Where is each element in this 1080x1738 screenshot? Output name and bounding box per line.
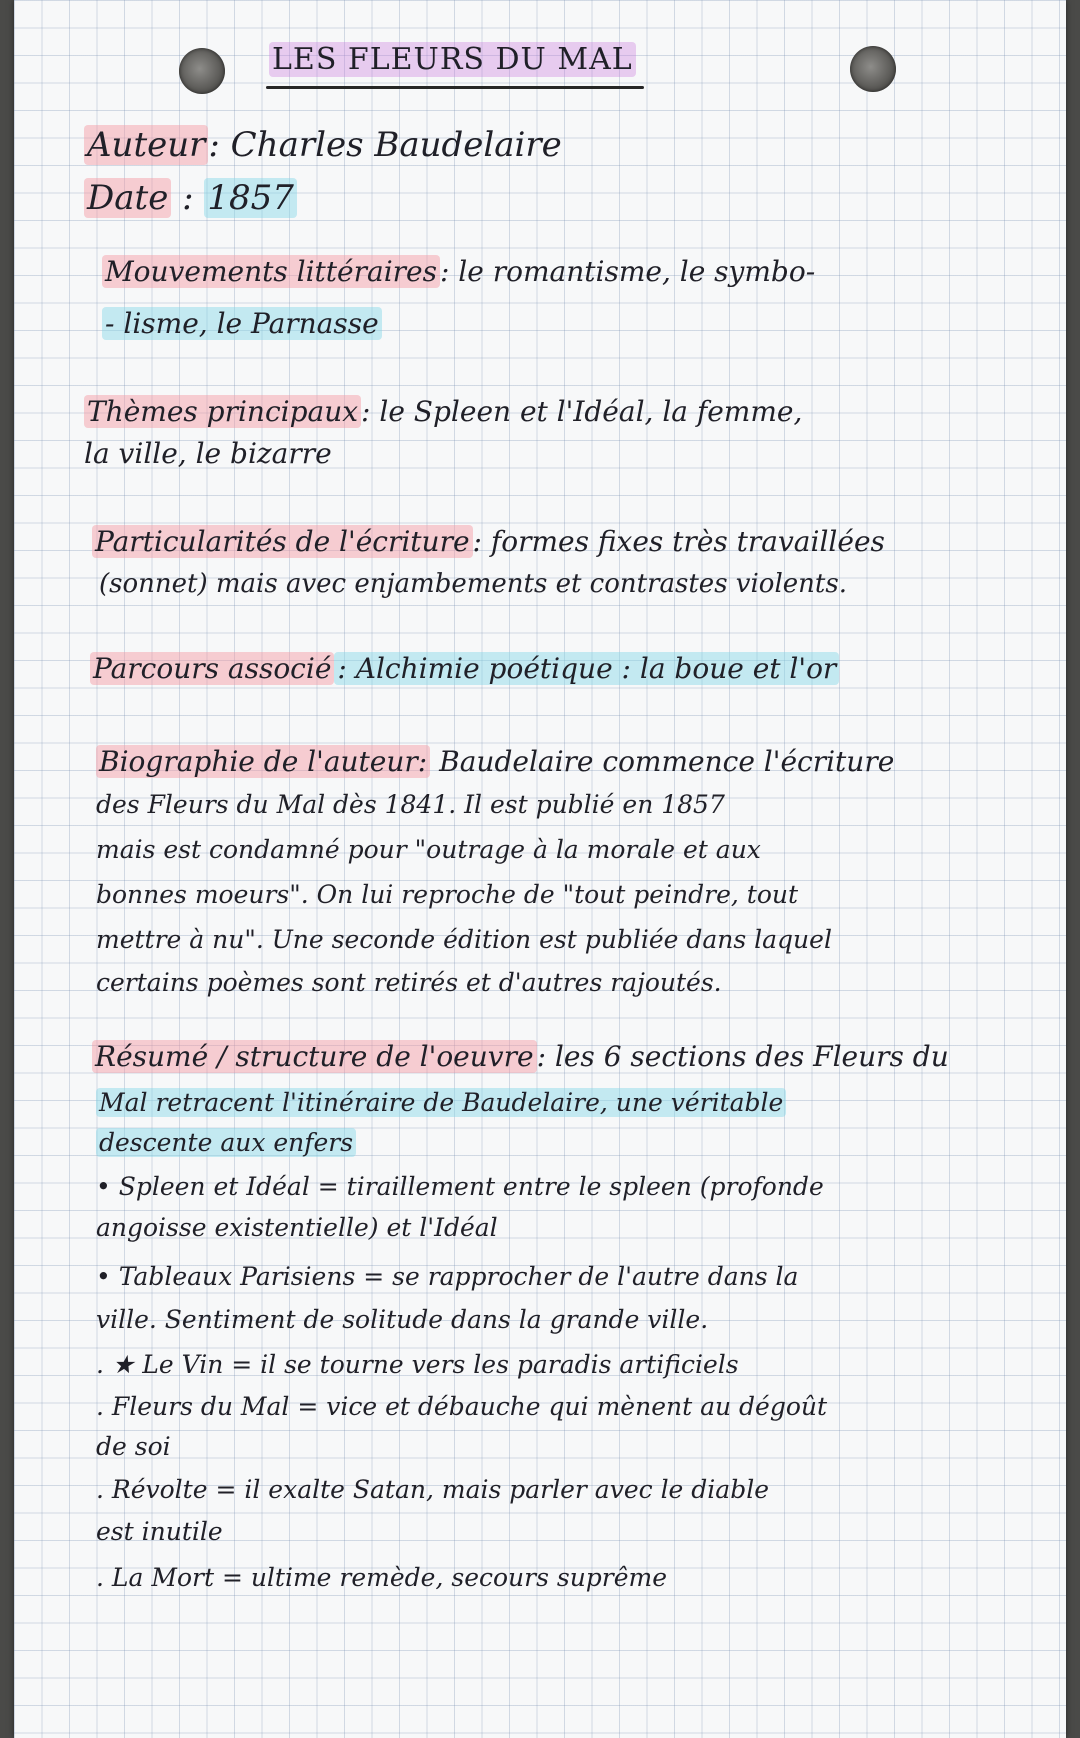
resume-line: ville. Sentiment de solitude dans la grande ville. bbox=[96, 1305, 709, 1334]
resume-line: . ★ Le Vin = il se tourne vers les paradis artificiels bbox=[96, 1350, 739, 1379]
ecriture-label: Particularités de l'écriture bbox=[92, 525, 473, 558]
resume-line: . La Mort = ultime remède, secours suprême bbox=[96, 1563, 668, 1592]
parcours-row bbox=[90, 652, 839, 685]
themes-line2: la ville, le bizarre bbox=[84, 437, 332, 470]
resume-line: . Fleurs du Mal = vice et débauche qui mènent au dégoût bbox=[96, 1392, 828, 1421]
biographie-line: des Fleurs du Mal dès 1841. Il est publié en 1857 bbox=[96, 790, 725, 819]
page-title-text: LES FLEURS DU MAL bbox=[269, 42, 636, 77]
punch-hole-left bbox=[179, 48, 225, 94]
resume-line: est inutile bbox=[96, 1517, 223, 1546]
ecriture-line2: (sonnet) mais avec enjambements et contrastes violents. bbox=[99, 569, 847, 599]
resume-line: de soi bbox=[96, 1432, 171, 1461]
biographie-line: bonnes moeurs". On lui reproche de "tout peindre, tout bbox=[96, 880, 799, 909]
date-label: Date bbox=[84, 178, 171, 218]
ecriture-line1: : formes fixes très travaillées bbox=[472, 525, 885, 558]
author-row: Auteur: Charles Baudelaire bbox=[84, 125, 562, 165]
resume-line-text: descente aux enfers bbox=[96, 1128, 356, 1157]
resume-label: Résumé / structure de l'oeuvre bbox=[92, 1040, 537, 1073]
resume-line bbox=[96, 1088, 786, 1117]
themes-row-1 bbox=[84, 395, 802, 428]
author-label: Auteur bbox=[84, 125, 208, 165]
biographie-line1: Baudelaire commence l'écriture bbox=[439, 745, 895, 778]
parcours-label: Parcours associé bbox=[90, 652, 334, 685]
mouvements-line2: - lisme, le Parnasse bbox=[102, 307, 382, 340]
notebook-page bbox=[14, 0, 1066, 1738]
date-value: 1857 bbox=[204, 178, 297, 218]
resume-line: • Tableaux Parisiens = se rapprocher de l'autre dans la bbox=[96, 1262, 799, 1291]
resume-row-1 bbox=[92, 1040, 949, 1073]
author-value: Charles Baudelaire bbox=[230, 125, 562, 165]
title-underline bbox=[266, 86, 644, 89]
page-title bbox=[269, 42, 636, 77]
themes-row-2 bbox=[84, 437, 332, 470]
resume-line: • Spleen et Idéal = tiraillement entre le spleen (profonde bbox=[96, 1172, 824, 1201]
biographie-row-1 bbox=[96, 745, 894, 778]
resume-line: . Révolte = il exalte Satan, mais parler avec le diable bbox=[96, 1475, 769, 1504]
mouvements-line1: : le romantisme, le symbo- bbox=[439, 255, 816, 288]
themes-label: Thèmes principaux bbox=[84, 395, 361, 428]
resume-line: angoisse existentielle) et l'Idéal bbox=[96, 1213, 498, 1242]
biographie-line: mettre à nu". Une seconde édition est publiée dans laquel bbox=[96, 925, 832, 954]
ecriture-row-1 bbox=[92, 525, 885, 558]
ecriture-row-2 bbox=[99, 569, 847, 599]
biographie-label: Biographie de l'auteur: bbox=[96, 745, 430, 778]
resume-line1: : les 6 sections des Fleurs du bbox=[536, 1040, 949, 1073]
mouvements-row-1 bbox=[102, 255, 815, 288]
resume-line-text: Mal retracent l'itinéraire de Baudelaire, une véritable bbox=[96, 1088, 786, 1117]
mouvements-label: Mouvements littéraires bbox=[102, 255, 440, 288]
mouvements-row-2 bbox=[102, 307, 382, 340]
parcours-value: : Alchimie poétique : la boue et l'or bbox=[334, 652, 839, 685]
themes-line1: : le Spleen et l'Idéal, la femme, bbox=[361, 395, 803, 428]
date-row: Date : 1857 bbox=[84, 178, 297, 218]
biographie-line: certains poèmes sont retirés et d'autres rajoutés. bbox=[96, 968, 722, 997]
punch-hole-right bbox=[850, 46, 896, 92]
biographie-line: mais est condamné pour "outrage à la morale et aux bbox=[96, 835, 761, 864]
resume-line bbox=[96, 1128, 356, 1157]
